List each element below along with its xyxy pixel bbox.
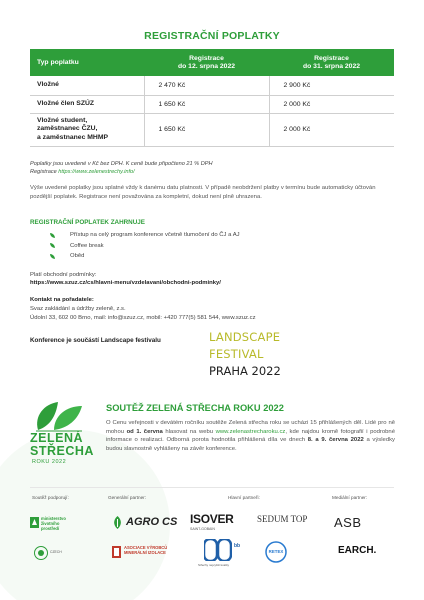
list-item: [50, 241, 240, 252]
asb-logo-text: ASB: [334, 515, 362, 530]
fees-table: [30, 49, 394, 147]
leaf-bullet-icon: [50, 243, 55, 248]
leaf-bullet-icon: [50, 254, 55, 259]
contest-date-jury: 8. a 9. června 2022: [307, 437, 364, 444]
header-fee-type: Typ poplatku: [30, 49, 144, 76]
payment-paragraph: Výše uvedené poplatky jsou splatné vždy k danému datu platnosti. V případě neobdržení platby v termínu bude automaticky účtován pozdější poplatek. Registrace není považována za kompletní, dokud není plně uhrazena.: [30, 185, 376, 200]
row-early-price: 1 650 Kč: [144, 95, 269, 113]
festival-logo-line2: FESTIVAL: [209, 347, 264, 361]
row-label: Vložné student, zaměstnanec ČZU, a zaměstnanec MHMP: [30, 113, 144, 146]
registration-link-prefix: Registrace: [30, 169, 59, 176]
includes-title: REGISTRAČNÍ POPLATEK ZAHRNUJE: [30, 219, 145, 226]
list-item: [50, 230, 240, 241]
contest-text-3: , kde najdou kromě fotografií i podrobné informace o realizaci. Odborná porota hodnotila přihlášená díla ve dnech: [106, 428, 395, 444]
contest-text-1: O Cenu veřejnosti v devátém ročníku soutěže Zelená střecha roku se ucházi 15 přihlášených děl. Lidé pro ně mohou: [106, 420, 395, 435]
label-general-partner: Generální partner:: [108, 495, 147, 500]
label-main-partners: Hlavní partneři:: [228, 495, 260, 500]
mzp-logo-text: ministerstvo životního prostředí: [41, 516, 66, 531]
partners-divider: [30, 487, 394, 488]
retex-logo: [265, 541, 287, 563]
contest-text-4: a výsledky budou slavnostně vyhlášeny na závěr konference.: [106, 437, 395, 453]
contest-text-2: hlasovat na webu: [162, 428, 216, 435]
asb-logo: [334, 515, 362, 530]
registration-title: REGISTRAČNÍ POPLATKY: [144, 30, 280, 42]
logo-year: ROKU 2022: [32, 459, 67, 465]
agro-cs-mark-icon: [112, 516, 123, 529]
leaves-icon: [24, 398, 94, 432]
row-label: Vložné člen SZÚZ: [30, 95, 144, 113]
table-row: [30, 113, 394, 146]
earch-logo: [338, 545, 376, 556]
festival-text: Konference je součástí Landscape festivalu: [30, 337, 161, 344]
contest-body: [106, 419, 395, 454]
contest-date-vote: od 1. června: [126, 428, 163, 435]
earch-logo-text: EARCH.: [338, 545, 377, 556]
bb-shape-icon: [204, 539, 232, 561]
agro-cs-logo: [112, 516, 178, 530]
row-late-price: 2 000 Kč: [269, 113, 394, 146]
leaf-bullet-icon: [50, 233, 55, 238]
isover-logo: [190, 512, 234, 531]
contest-link[interactable]: www.zelenastrecharoku.cz: [215, 428, 286, 435]
asociace-logo-text: ASOCIACE VÝROBCŮ MINERÁLNÍ IZOLACE: [124, 545, 168, 555]
cap-logo-text: CZECH: [50, 550, 62, 554]
isover-logo-subtext: SAINT-GOBAIN: [190, 527, 215, 531]
ministry-emblem-icon: [30, 517, 39, 528]
row-label: Vložné: [30, 76, 144, 95]
bb-logo-text: bb: [234, 543, 241, 549]
header-late-text: Registrace do 31. srpna 2022: [302, 54, 361, 70]
green-roof-logo: [24, 398, 94, 478]
list-item-text: Oběd: [70, 253, 85, 259]
organizer-name: Svaz zakládání a údržby zeleně, z.s.: [30, 306, 126, 312]
label-supporters: Soutěž podporují:: [32, 495, 69, 500]
sedum-top-logo: [257, 514, 307, 524]
festival-logo-line3: PRAHA 2022: [209, 364, 281, 378]
label-media-partner: Mediální partner:: [332, 495, 368, 500]
logo-word-strecha: STŘECHA: [30, 444, 94, 458]
organizer-heading: Kontakt na pořadatele:: [30, 297, 94, 303]
retex-logo-text: RETEX: [268, 549, 284, 554]
agro-cs-logo-text: AGRO CS: [126, 516, 178, 528]
bb-logo-subtext: Střechy nejvyšší kvality: [198, 563, 230, 567]
price-note: [30, 160, 213, 176]
registration-link[interactable]: https://www.zelenestrechy.info/: [58, 169, 135, 176]
sedum-top-logo-text: SEDUM TOP: [257, 514, 308, 524]
festival-logo-line1: LANDSCAPE: [209, 330, 281, 344]
cap-emblem-icon: [34, 545, 48, 561]
header-late: [269, 49, 394, 76]
list-item-text: Přístup na celý program konference včetně tlumočení do ČJ a AJ: [70, 232, 240, 238]
row-early-price: 2 470 Kč: [144, 76, 269, 95]
includes-list: [50, 230, 240, 262]
list-item: [50, 251, 240, 262]
header-early-text: Registrace do 12. srpna 2022: [177, 54, 236, 70]
row-late-price: 2 000 Kč: [269, 95, 394, 113]
organizer-contact: Údolní 33, 602 00 Brno, mail: info@szuz.cz, mobil: +420 777(5) 581 544, www.szuz.cz: [30, 315, 256, 321]
vat-note: Poplatky jsou uvedené v Kč bez DPH. K ceně bude připočteno 21 % DPH: [30, 161, 213, 167]
list-item-text: Coffee break: [70, 242, 104, 249]
row-early-price: 1 650 Kč: [144, 113, 269, 146]
table-row: [30, 95, 394, 113]
asociace-mark-icon: [112, 546, 121, 558]
terms-link[interactable]: https://www.szuz.cz/cs/hlavni-menu/vzdelavani/obchodni-podminky/: [30, 280, 221, 286]
header-early: [144, 49, 269, 76]
logo-word-zelena: ZELENÁ: [30, 431, 83, 445]
registration-link-line: [30, 168, 213, 176]
terms-label: Platí obchodní podmínky:: [30, 272, 97, 278]
row-late-price: 2 900 Kč: [269, 76, 394, 95]
isover-logo-text: ISOVER: [190, 512, 234, 526]
fees-table-header: [30, 49, 394, 76]
bb-logo: [198, 539, 244, 567]
contest-title: SOUTĚŽ ZELENÁ STŘECHA ROKU 2022: [106, 403, 284, 413]
table-row: [30, 76, 394, 95]
